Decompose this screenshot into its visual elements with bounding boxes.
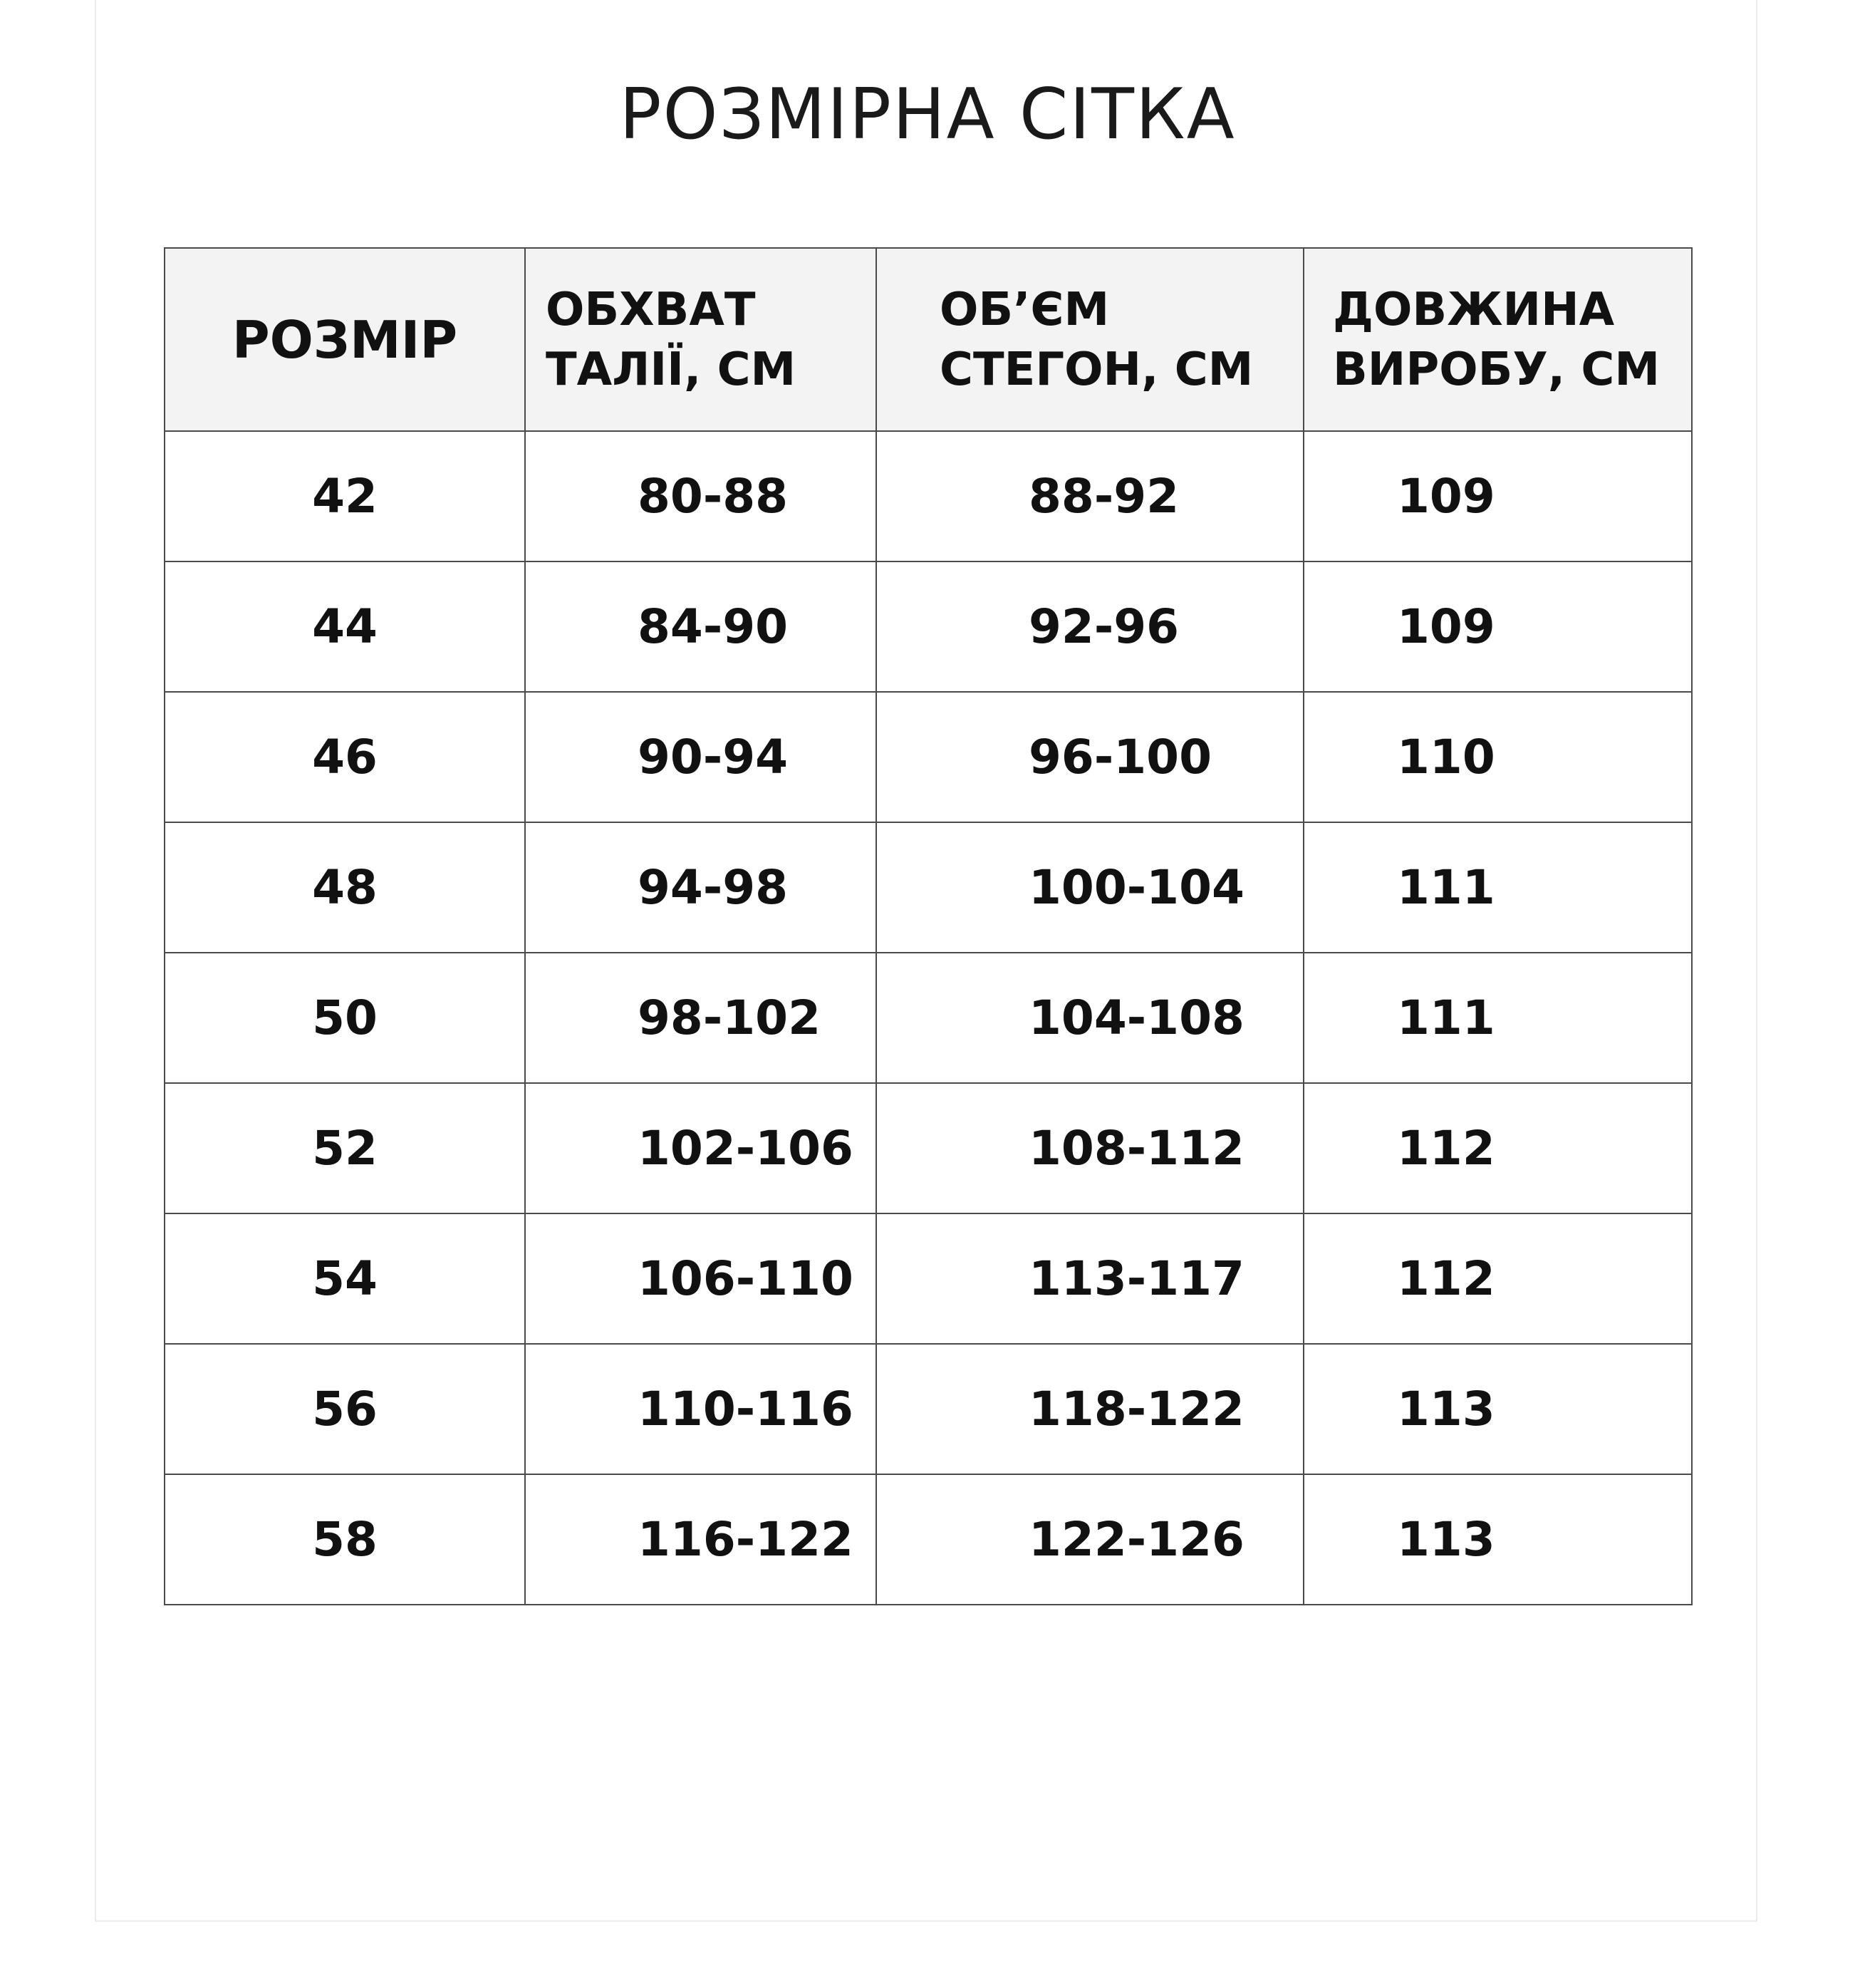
cell-hips: 108-112 bbox=[876, 1083, 1304, 1213]
cell-length: 110 bbox=[1304, 692, 1692, 822]
cell-size: 50 bbox=[165, 953, 525, 1083]
page-title: РОЗМІРНА СІТКА bbox=[619, 74, 1236, 155]
table-row bbox=[165, 1474, 1692, 1605]
cell-length: 113 bbox=[1304, 1344, 1692, 1474]
cell-hips: 88-92 bbox=[876, 431, 1304, 561]
cell-waist: 84-90 bbox=[525, 561, 876, 692]
cell-size: 58 bbox=[165, 1474, 525, 1605]
cell-hips: 104-108 bbox=[876, 953, 1304, 1083]
cell-waist: 110-116 bbox=[525, 1344, 876, 1474]
table-row bbox=[165, 953, 1692, 1083]
header-size bbox=[165, 248, 525, 431]
cell-length: 112 bbox=[1304, 1213, 1692, 1344]
cell-hips: 92-96 bbox=[876, 561, 1304, 692]
table-row bbox=[165, 1213, 1692, 1344]
cell-hips: 100-104 bbox=[876, 822, 1304, 953]
header-hips-label: ОБ’ЄМ СТЕГОН, СМ bbox=[940, 283, 1254, 396]
cell-waist: 106-110 bbox=[525, 1213, 876, 1344]
table-row bbox=[165, 1344, 1692, 1474]
cell-length: 109 bbox=[1304, 431, 1692, 561]
header-hips bbox=[876, 248, 1304, 431]
cell-waist: 94-98 bbox=[525, 822, 876, 953]
cell-waist: 102-106 bbox=[525, 1083, 876, 1213]
table-row bbox=[165, 561, 1692, 692]
cell-length: 113 bbox=[1304, 1474, 1692, 1605]
cell-hips: 96-100 bbox=[876, 692, 1304, 822]
table-header-row bbox=[165, 248, 1692, 431]
table-row bbox=[165, 822, 1692, 953]
cell-waist: 80-88 bbox=[525, 431, 876, 561]
cell-length: 111 bbox=[1304, 822, 1692, 953]
header-waist-label: ОБХВАТ ТАЛІЇ, СМ bbox=[546, 283, 796, 396]
header-length-label: ДОВЖИНА ВИРОБУ, СМ bbox=[1333, 283, 1661, 396]
header-length bbox=[1304, 248, 1692, 431]
cell-size: 54 bbox=[165, 1213, 525, 1344]
size-table bbox=[164, 247, 1693, 1605]
cell-hips: 118-122 bbox=[876, 1344, 1304, 1474]
cell-length: 112 bbox=[1304, 1083, 1692, 1213]
header-waist bbox=[525, 248, 876, 431]
cell-hips: 113-117 bbox=[876, 1213, 1304, 1344]
cell-size: 42 bbox=[165, 431, 525, 561]
table-row bbox=[165, 1083, 1692, 1213]
cell-hips: 122-126 bbox=[876, 1474, 1304, 1605]
cell-size: 52 bbox=[165, 1083, 525, 1213]
table-row bbox=[165, 692, 1692, 822]
cell-length: 109 bbox=[1304, 561, 1692, 692]
cell-size: 46 bbox=[165, 692, 525, 822]
cell-waist: 116-122 bbox=[525, 1474, 876, 1605]
table-body bbox=[165, 431, 1692, 1605]
cell-waist: 90-94 bbox=[525, 692, 876, 822]
cell-size: 48 bbox=[165, 822, 525, 953]
cell-waist: 98-102 bbox=[525, 953, 876, 1083]
cell-length: 111 bbox=[1304, 953, 1692, 1083]
cell-size: 44 bbox=[165, 561, 525, 692]
header-size-label: РОЗМІР bbox=[232, 309, 458, 370]
table-row bbox=[165, 431, 1692, 561]
cell-size: 56 bbox=[165, 1344, 525, 1474]
